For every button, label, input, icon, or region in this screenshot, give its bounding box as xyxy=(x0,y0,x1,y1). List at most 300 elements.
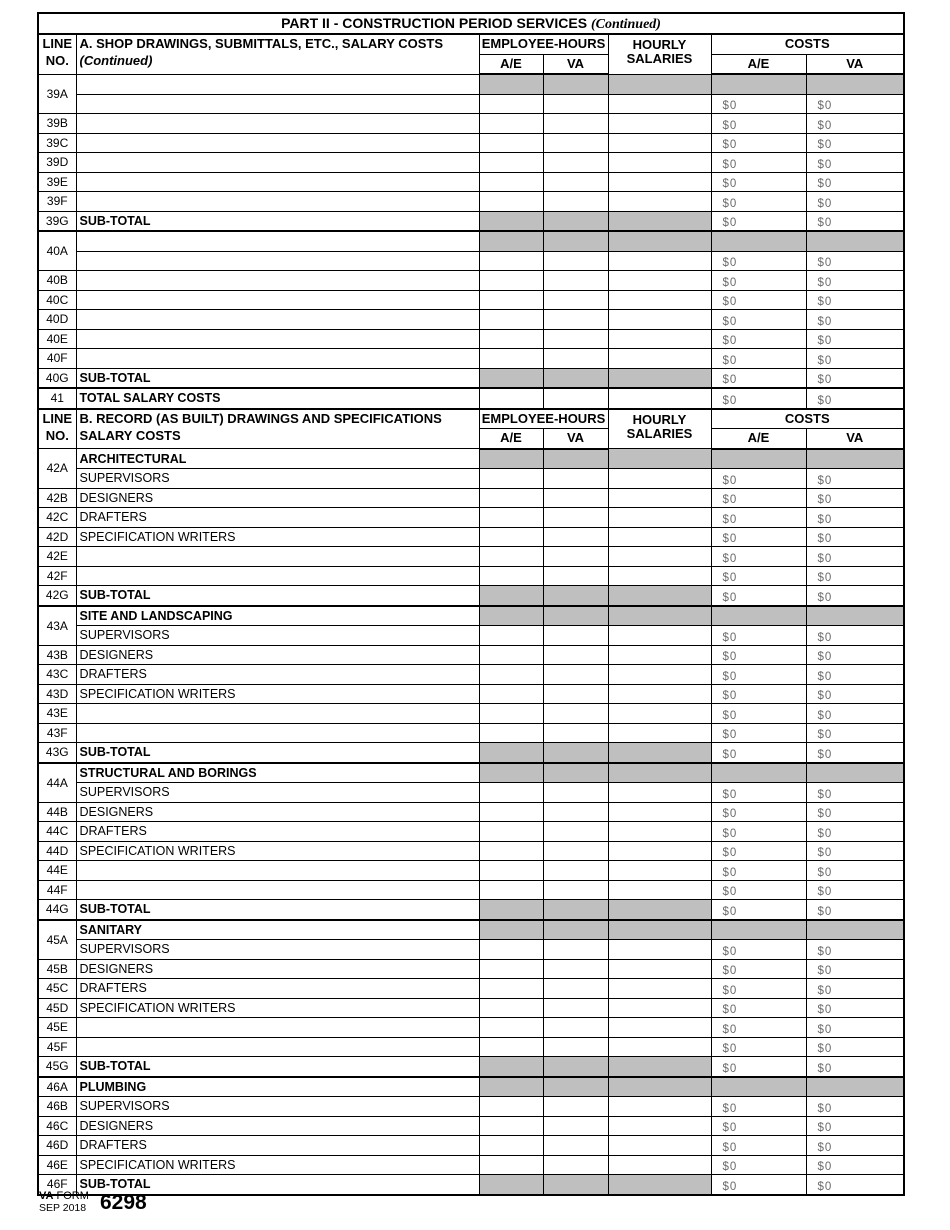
cost-value: $0 xyxy=(817,709,833,722)
hours-ae-field[interactable] xyxy=(479,349,543,369)
line-description[interactable] xyxy=(76,861,479,881)
subtotal-row xyxy=(38,211,904,231)
hourly-salary-field[interactable] xyxy=(608,841,711,861)
hours-ae-field[interactable] xyxy=(479,547,543,567)
cost-ae xyxy=(711,1057,806,1077)
group-heading: SANITARY xyxy=(76,920,479,940)
hours-va-field[interactable] xyxy=(543,1037,608,1057)
hours-va-field[interactable] xyxy=(543,665,608,685)
hours-va-field[interactable] xyxy=(543,880,608,900)
hourly-salary-field[interactable] xyxy=(608,388,711,409)
subtotal-row xyxy=(38,743,904,763)
cost-value: $0 xyxy=(817,494,833,506)
line-description[interactable] xyxy=(76,1018,479,1038)
line-number: 43D xyxy=(38,684,76,704)
hourly-salary-field[interactable] xyxy=(608,547,711,567)
line-description[interactable] xyxy=(76,114,479,134)
hours-ae-field[interactable] xyxy=(479,880,543,900)
cost-ae xyxy=(711,271,806,291)
hourly-salary-field[interactable] xyxy=(608,310,711,330)
cost-ae xyxy=(711,349,806,369)
hours-ae-field[interactable] xyxy=(479,1097,543,1117)
cost-value: $0 xyxy=(817,296,833,308)
line-description[interactable] xyxy=(76,290,479,310)
cost-va xyxy=(806,822,904,842)
hourly-salary-field[interactable] xyxy=(608,704,711,724)
cost-va xyxy=(806,723,904,743)
hourly-label: HOURLY xyxy=(632,411,687,427)
hourly-salary-field[interactable] xyxy=(608,114,711,134)
cost-va-blank xyxy=(806,1077,904,1097)
hours-va-field[interactable] xyxy=(543,998,608,1018)
hours-ae-field[interactable] xyxy=(479,822,543,842)
cost-value: $0 xyxy=(722,494,738,506)
line-number: 46A xyxy=(38,1077,76,1097)
line-label: LINE xyxy=(42,36,73,51)
no-label: NO. xyxy=(45,53,69,68)
form-title-main: PART II - CONSTRUCTION PERIOD SERVICES xyxy=(281,14,588,31)
line-description: PLUMBING xyxy=(76,1077,479,1097)
hourly-salary-field[interactable] xyxy=(608,1037,711,1057)
cost-va xyxy=(806,1057,904,1077)
hourly-salary-field[interactable] xyxy=(608,684,711,704)
hours-ae-field[interactable] xyxy=(479,684,543,704)
hours-ae-field xyxy=(479,900,543,920)
cost-ae xyxy=(711,1136,806,1156)
hourly-salary-blank xyxy=(608,231,711,251)
line-description: DRAFTERS xyxy=(76,822,479,842)
hours-ae-field[interactable] xyxy=(479,172,543,192)
hours-va-field[interactable] xyxy=(543,723,608,743)
cost-value: $0 xyxy=(817,1062,833,1075)
hours-va-field[interactable] xyxy=(543,192,608,212)
table-row xyxy=(38,841,904,861)
cost-va xyxy=(806,547,904,567)
hourly-salary-blank xyxy=(608,763,711,783)
hourly-salary-field xyxy=(608,586,711,606)
hours-ae-blank xyxy=(479,763,543,783)
cost-ae xyxy=(711,192,806,212)
hours-va-field[interactable] xyxy=(543,626,608,646)
cost-value: $0 xyxy=(817,119,833,132)
hourly-salary-field[interactable] xyxy=(608,998,711,1018)
form-title-row xyxy=(38,13,904,34)
line-no-header xyxy=(38,34,76,74)
cost-value: $0 xyxy=(722,374,738,386)
salary-cost-table xyxy=(37,12,905,1196)
table-row xyxy=(38,1037,904,1057)
cost-value: $0 xyxy=(817,374,833,386)
hours-ae-field[interactable] xyxy=(479,1037,543,1057)
cost-value: $0 xyxy=(817,866,833,879)
cost-va xyxy=(806,114,904,134)
cost-ae xyxy=(711,1018,806,1038)
hourly-salary-field[interactable] xyxy=(608,1116,711,1136)
hours-ae-field[interactable] xyxy=(479,271,543,291)
costs-ae-header: A/E xyxy=(711,54,806,74)
hours-va-field[interactable] xyxy=(543,251,608,271)
hourly-salary-field[interactable] xyxy=(608,822,711,842)
table-row xyxy=(38,665,904,685)
line-description: SUPERVISORS xyxy=(76,783,479,803)
hours-ae-field[interactable] xyxy=(479,1136,543,1156)
hourly-salary-field[interactable] xyxy=(608,172,711,192)
hours-va-field[interactable] xyxy=(543,488,608,508)
line-description[interactable] xyxy=(76,74,479,94)
cost-ae xyxy=(711,626,806,646)
line-number: 43F xyxy=(38,723,76,743)
hours-va-field[interactable] xyxy=(543,133,608,153)
hours-va-field[interactable] xyxy=(543,469,608,489)
table-row xyxy=(38,1136,904,1156)
hourly-salary-field[interactable] xyxy=(608,626,711,646)
table-row xyxy=(38,959,904,979)
hourly-salary-field xyxy=(608,1175,711,1195)
employee-hours-header: EMPLOYEE-HOURS xyxy=(479,34,608,54)
hours-ae-field xyxy=(479,211,543,231)
hourly-salary-field[interactable] xyxy=(608,271,711,291)
hours-va-field[interactable] xyxy=(543,329,608,349)
line-description[interactable] xyxy=(76,329,479,349)
hourly-salary-field[interactable] xyxy=(608,192,711,212)
line-description: SPECIFICATION WRITERS xyxy=(76,684,479,704)
hours-ae-field[interactable] xyxy=(479,940,543,960)
hourly-salary-blank xyxy=(608,920,711,940)
cost-value: $0 xyxy=(817,651,833,663)
hourly-salary-field[interactable] xyxy=(608,153,711,173)
hourly-salary-field[interactable] xyxy=(608,349,711,369)
cost-ae xyxy=(711,861,806,881)
line-description[interactable] xyxy=(76,231,479,251)
line-number: 41 xyxy=(38,388,76,409)
cost-value: $0 xyxy=(817,748,833,761)
cost-va-blank xyxy=(806,74,904,94)
cost-value: $0 xyxy=(722,335,738,347)
hours-va-field[interactable] xyxy=(543,1116,608,1136)
table-row xyxy=(38,645,904,665)
hourly-salary-field[interactable] xyxy=(608,645,711,665)
line-description: SUPERVISORS xyxy=(76,1097,479,1117)
hours-ae-field[interactable] xyxy=(479,704,543,724)
line-description[interactable] xyxy=(76,133,479,153)
hours-va-field[interactable] xyxy=(543,1018,608,1038)
line-label: LINE xyxy=(42,410,73,426)
line-description: SUPERVISORS xyxy=(76,626,479,646)
cost-ae xyxy=(711,368,806,388)
group-heading: SITE AND LANDSCAPING xyxy=(76,606,479,626)
hours-va-field[interactable] xyxy=(543,684,608,704)
line-description[interactable] xyxy=(76,172,479,192)
line-description: DESIGNERS xyxy=(76,802,479,822)
cost-ae xyxy=(711,469,806,489)
table-row xyxy=(38,271,904,291)
cost-ae xyxy=(711,310,806,330)
line-description[interactable] xyxy=(76,251,479,271)
cost-va xyxy=(806,645,904,665)
cost-value: $0 xyxy=(722,1141,738,1154)
hours-va-field[interactable] xyxy=(543,271,608,291)
hours-ae-field[interactable] xyxy=(479,1155,543,1175)
total-salary-costs-row xyxy=(38,388,904,409)
line-description[interactable] xyxy=(76,1037,479,1057)
group-heading-row xyxy=(38,231,904,251)
hours-ae-field[interactable] xyxy=(479,841,543,861)
section-title-line1: B. RECORD (AS BUILT) DRAWINGS AND SPECIFICATIONS xyxy=(79,410,442,426)
line-description[interactable] xyxy=(76,310,479,330)
cost-ae xyxy=(711,743,806,763)
hours-ae-field[interactable] xyxy=(479,94,543,114)
hours-va-field[interactable] xyxy=(543,1136,608,1156)
hours-ae-field[interactable] xyxy=(479,469,543,489)
cost-va xyxy=(806,388,904,409)
hourly-salary-field[interactable] xyxy=(608,469,711,489)
hours-ae-field[interactable] xyxy=(479,153,543,173)
no-label: NO. xyxy=(45,427,69,443)
hourly-salary-field[interactable] xyxy=(608,566,711,586)
line-description[interactable] xyxy=(76,566,479,586)
hours-va-field xyxy=(543,368,608,388)
hours-ae-field[interactable] xyxy=(479,959,543,979)
hours-ae-field[interactable] xyxy=(479,566,543,586)
hours-ae-field[interactable] xyxy=(479,251,543,271)
cost-va-blank xyxy=(806,920,904,940)
hours-ae-field[interactable] xyxy=(479,1018,543,1038)
cost-value: $0 xyxy=(817,474,833,487)
cost-value: $0 xyxy=(817,1023,833,1036)
line-description: SUPERVISORS xyxy=(76,940,479,960)
line-description[interactable] xyxy=(76,547,479,567)
line-description: SUB-TOTAL xyxy=(76,368,479,388)
hours-va-field[interactable] xyxy=(543,802,608,822)
line-description: DESIGNERS xyxy=(76,645,479,665)
cost-ae xyxy=(711,547,806,567)
table-row xyxy=(38,998,904,1018)
line-description: DESIGNERS xyxy=(76,959,479,979)
hours-ae-field[interactable] xyxy=(479,527,543,547)
line-number: 42E xyxy=(38,547,76,567)
table-row xyxy=(38,940,904,960)
hours-ae-field[interactable] xyxy=(479,665,543,685)
hours-va-field[interactable] xyxy=(543,290,608,310)
hours-ae-field[interactable] xyxy=(479,133,543,153)
cost-value: $0 xyxy=(722,572,738,584)
cost-va xyxy=(806,290,904,310)
hours-ae-blank xyxy=(479,74,543,94)
line-number: 39F xyxy=(38,192,76,212)
cost-va xyxy=(806,586,904,606)
cost-ae xyxy=(711,900,806,920)
hours-va-field xyxy=(543,900,608,920)
hours-ae-field[interactable] xyxy=(479,645,543,665)
line-number: 44E xyxy=(38,861,76,881)
hours-va-field[interactable] xyxy=(543,783,608,803)
hours-ae-field[interactable] xyxy=(479,861,543,881)
hourly-salary-field[interactable] xyxy=(608,527,711,547)
cost-value: $0 xyxy=(722,100,738,112)
cost-value: $0 xyxy=(817,178,833,190)
cost-value: $0 xyxy=(817,886,833,898)
hours-va-field[interactable] xyxy=(543,566,608,586)
hourly-salary-field[interactable] xyxy=(608,94,711,114)
hours-ae-field[interactable] xyxy=(479,783,543,803)
hourly-salary-field[interactable] xyxy=(608,802,711,822)
cost-value: $0 xyxy=(722,354,738,367)
hourly-salary-field[interactable] xyxy=(608,133,711,153)
hourly-salary-field[interactable] xyxy=(608,251,711,271)
hours-va-field[interactable] xyxy=(543,310,608,330)
hours-ae-field[interactable] xyxy=(479,192,543,212)
hours-ae-field[interactable] xyxy=(479,310,543,330)
cost-value: $0 xyxy=(722,1004,738,1016)
hourly-salary-field[interactable] xyxy=(608,1097,711,1117)
cost-va xyxy=(806,802,904,822)
cost-ae xyxy=(711,133,806,153)
hours-va-field[interactable] xyxy=(543,153,608,173)
hours-va-field xyxy=(543,1077,608,1097)
cost-va xyxy=(806,959,904,979)
cost-value: $0 xyxy=(817,631,833,644)
cost-va xyxy=(806,684,904,704)
cost-va-blank xyxy=(806,449,904,469)
line-description[interactable] xyxy=(76,723,479,743)
cost-value: $0 xyxy=(722,257,738,269)
line-description[interactable] xyxy=(76,704,479,724)
form-footer xyxy=(39,1190,147,1215)
cost-va xyxy=(806,1018,904,1038)
table-row xyxy=(38,527,904,547)
hourly-salary-field[interactable] xyxy=(608,1136,711,1156)
cost-value: $0 xyxy=(817,729,833,741)
hours-ae-field[interactable] xyxy=(479,329,543,349)
line-description[interactable] xyxy=(76,349,479,369)
hours-ae-field[interactable] xyxy=(479,998,543,1018)
cost-va xyxy=(806,1175,904,1195)
hours-va-field[interactable] xyxy=(543,1155,608,1175)
hours-va-field[interactable] xyxy=(543,527,608,547)
hours-va-field[interactable] xyxy=(543,822,608,842)
hours-va-field[interactable] xyxy=(543,114,608,134)
hours-ae-field[interactable] xyxy=(479,488,543,508)
hourly-salary-field[interactable] xyxy=(608,979,711,999)
hours-va-blank xyxy=(543,74,608,94)
cost-value: $0 xyxy=(722,1161,738,1173)
cost-ae xyxy=(711,880,806,900)
line-description: SUB-TOTAL xyxy=(76,211,479,231)
line-description: DRAFTERS xyxy=(76,508,479,528)
section-title-line2: SALARY COSTS xyxy=(79,427,181,443)
hours-va-field[interactable] xyxy=(543,349,608,369)
hourly-salary-field[interactable] xyxy=(608,940,711,960)
hourly-salary-field[interactable] xyxy=(608,665,711,685)
hours-va-field[interactable] xyxy=(543,94,608,114)
hourly-salary-field[interactable] xyxy=(608,861,711,881)
cost-value: $0 xyxy=(817,1122,833,1134)
line-description: DRAFTERS xyxy=(76,979,479,999)
hourly-salary-field xyxy=(608,1077,711,1097)
hours-va-field[interactable] xyxy=(543,940,608,960)
hourly-salary-field[interactable] xyxy=(608,329,711,349)
hours-ae-field[interactable] xyxy=(479,626,543,646)
hours-va-field[interactable] xyxy=(543,388,608,409)
hourly-salary-field[interactable] xyxy=(608,1018,711,1038)
cost-ae-blank xyxy=(711,231,806,251)
line-number: 45F xyxy=(38,1037,76,1057)
hours-va-field[interactable] xyxy=(543,508,608,528)
line-description[interactable] xyxy=(76,880,479,900)
hours-va-field[interactable] xyxy=(543,645,608,665)
hours-va-field[interactable] xyxy=(543,979,608,999)
hours-ae-field[interactable] xyxy=(479,802,543,822)
hours-va-field[interactable] xyxy=(543,172,608,192)
line-description[interactable] xyxy=(76,153,479,173)
hourly-salary-field[interactable] xyxy=(608,1155,711,1175)
group-heading-row xyxy=(38,449,904,469)
section-title-line1: A. SHOP DRAWINGS, SUBMITTALS, ETC., SALARY COSTS xyxy=(79,36,444,51)
hours-va-field[interactable] xyxy=(543,704,608,724)
cost-value: $0 xyxy=(817,1102,833,1115)
hours-ae-field[interactable] xyxy=(479,114,543,134)
cost-ae xyxy=(711,1116,806,1136)
hourly-salary-field[interactable] xyxy=(608,488,711,508)
cost-value: $0 xyxy=(817,808,833,820)
line-description: DRAFTERS xyxy=(76,665,479,685)
hours-va-field[interactable] xyxy=(543,841,608,861)
hours-va-field[interactable] xyxy=(543,547,608,567)
hours-va-field[interactable] xyxy=(543,1097,608,1117)
line-description: DESIGNERS xyxy=(76,488,479,508)
hours-ae-field[interactable] xyxy=(479,723,543,743)
hours-ae-field[interactable] xyxy=(479,1116,543,1136)
hourly-salary-field[interactable] xyxy=(608,880,711,900)
line-number: 42B xyxy=(38,488,76,508)
line-number: 44G xyxy=(38,900,76,920)
subtotal-row xyxy=(38,1175,904,1195)
hourly-salary-blank xyxy=(608,74,711,94)
hours-ae-field[interactable] xyxy=(479,979,543,999)
table-row xyxy=(38,469,904,489)
hours-va-blank xyxy=(543,606,608,626)
form-date: SEP 2018 xyxy=(39,1202,87,1214)
line-description[interactable] xyxy=(76,271,479,291)
cost-ae xyxy=(711,153,806,173)
hours-ae-field[interactable] xyxy=(479,388,543,409)
hours-va-field[interactable] xyxy=(543,861,608,881)
line-number: 40F xyxy=(38,349,76,369)
cost-ae xyxy=(711,665,806,685)
section-title xyxy=(76,409,479,449)
hourly-salary-field[interactable] xyxy=(608,290,711,310)
line-description[interactable] xyxy=(76,94,479,114)
hours-va-field[interactable] xyxy=(543,959,608,979)
hourly-salary-field[interactable] xyxy=(608,959,711,979)
hourly-salary-field[interactable] xyxy=(608,723,711,743)
cost-value: $0 xyxy=(817,945,833,958)
hours-ae-field xyxy=(479,368,543,388)
cost-value: $0 xyxy=(722,651,738,663)
cost-va xyxy=(806,251,904,271)
hours-ae-field[interactable] xyxy=(479,508,543,528)
cost-ae xyxy=(711,488,806,508)
line-number: 45D xyxy=(38,998,76,1018)
hourly-salary-field[interactable] xyxy=(608,783,711,803)
line-number: 43G xyxy=(38,743,76,763)
subtotal-row xyxy=(38,586,904,606)
hourly-salary-field[interactable] xyxy=(608,508,711,528)
line-number: 46B xyxy=(38,1097,76,1117)
cost-ae xyxy=(711,979,806,999)
hours-ae-field[interactable] xyxy=(479,290,543,310)
line-description[interactable] xyxy=(76,192,479,212)
